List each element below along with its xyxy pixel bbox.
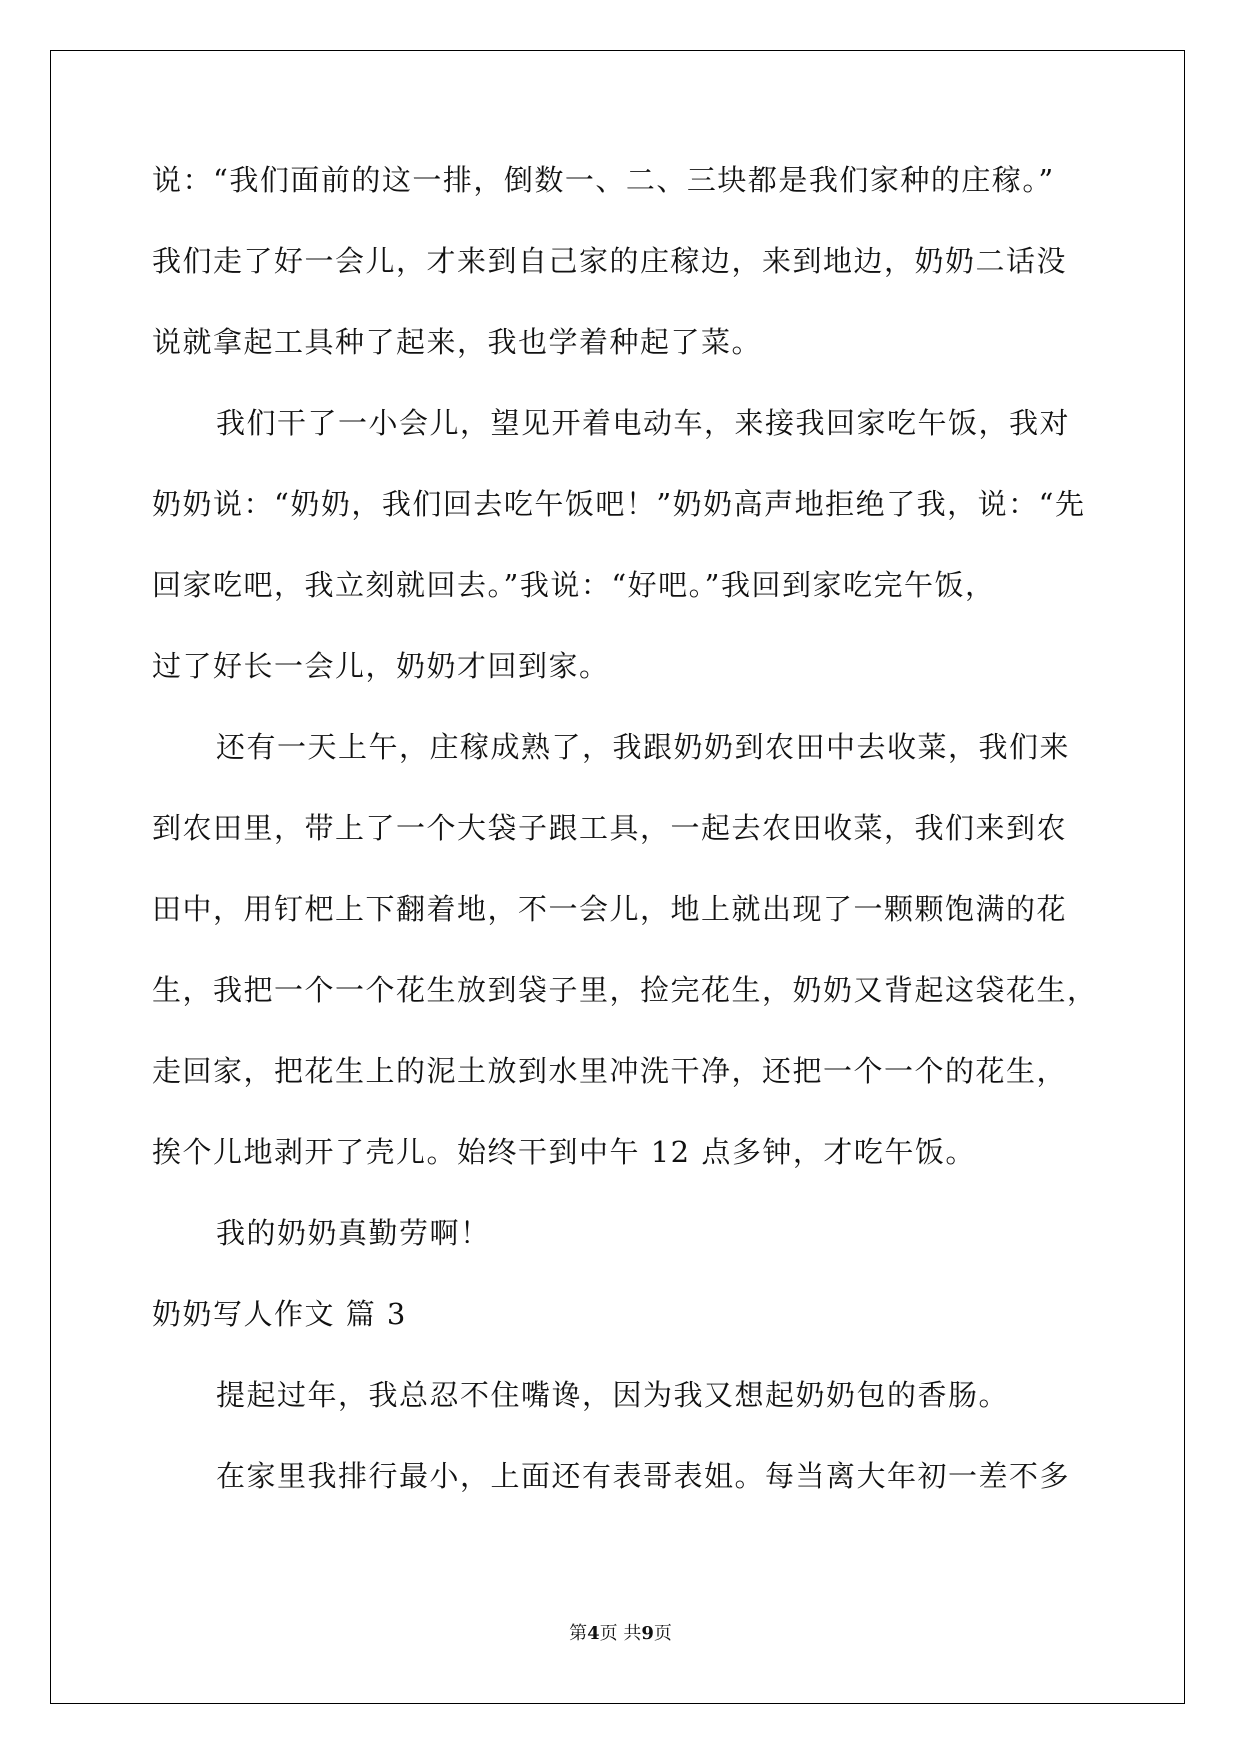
text-line: 奶奶说：“奶奶，我们回去吃午饭吧！”奶奶高声地拒绝了我，说：“先 — [152, 487, 1086, 521]
text-line: 说：“我们面前的这一排，倒数一、二、三块都是我们家种的庄稼。” — [152, 163, 1055, 197]
text-line: 田中，用钉杷上下翻着地，不一会儿，地上就出现了一颗颗饱满的花 — [152, 892, 1068, 926]
text-line: 回家吃吧，我立刻就回去。”我说：“好吧。”我回到家吃完午饭， — [152, 568, 996, 602]
section-heading: 奶奶写人作文 篇 3 — [152, 1297, 407, 1331]
paragraph-start-line: 我们干了一小会儿，望见开着电动车，来接我回家吃午饭，我对 — [216, 406, 1071, 440]
total-page-number: 9 — [641, 1623, 654, 1644]
text-line: 我们走了好一会儿，才来到自己家的庄稼边，来到地边，奶奶二话没 — [152, 244, 1068, 278]
text-line: 过了好长一会儿，奶奶才回到家。 — [152, 649, 610, 683]
paragraph-start-line: 在家里我排行最小，上面还有表哥表姐。每当离大年初一差不多 — [216, 1459, 1071, 1493]
text-line: 走回家，把花生上的泥土放到水里冲洗干净，还把一个一个的花生， — [152, 1054, 1068, 1088]
text-line: 说就拿起工具种了起来，我也学着种起了菜。 — [152, 325, 763, 359]
page-footer — [0, 1619, 1241, 1645]
footer-middle: 页 共 — [599, 1623, 642, 1644]
text-line: 挨个儿地剥开了壳儿。始终干到中午 12 点多钟，才吃午饭。 — [152, 1135, 976, 1169]
text-line: 生，我把一个一个花生放到袋子里，捡完花生，奶奶又背起这袋花生， — [152, 973, 1098, 1007]
footer-suffix: 页 — [653, 1623, 672, 1644]
text-line: 到农田里，带上了一个大袋子跟工具，一起去农田收菜，我们来到农 — [152, 811, 1068, 845]
current-page-number: 4 — [587, 1623, 600, 1644]
document-body — [152, 162, 1098, 1539]
paragraph-start-line: 还有一天上午，庄稼成熟了，我跟奶奶到农田中去收菜，我们来 — [216, 730, 1071, 764]
paragraph-start-line: 提起过年，我总忍不住嘴谗，因为我又想起奶奶包的香肠。 — [216, 1378, 1010, 1412]
paragraph-start-line: 我的奶奶真勤劳啊！ — [216, 1216, 491, 1250]
footer-prefix: 第 — [569, 1623, 588, 1644]
